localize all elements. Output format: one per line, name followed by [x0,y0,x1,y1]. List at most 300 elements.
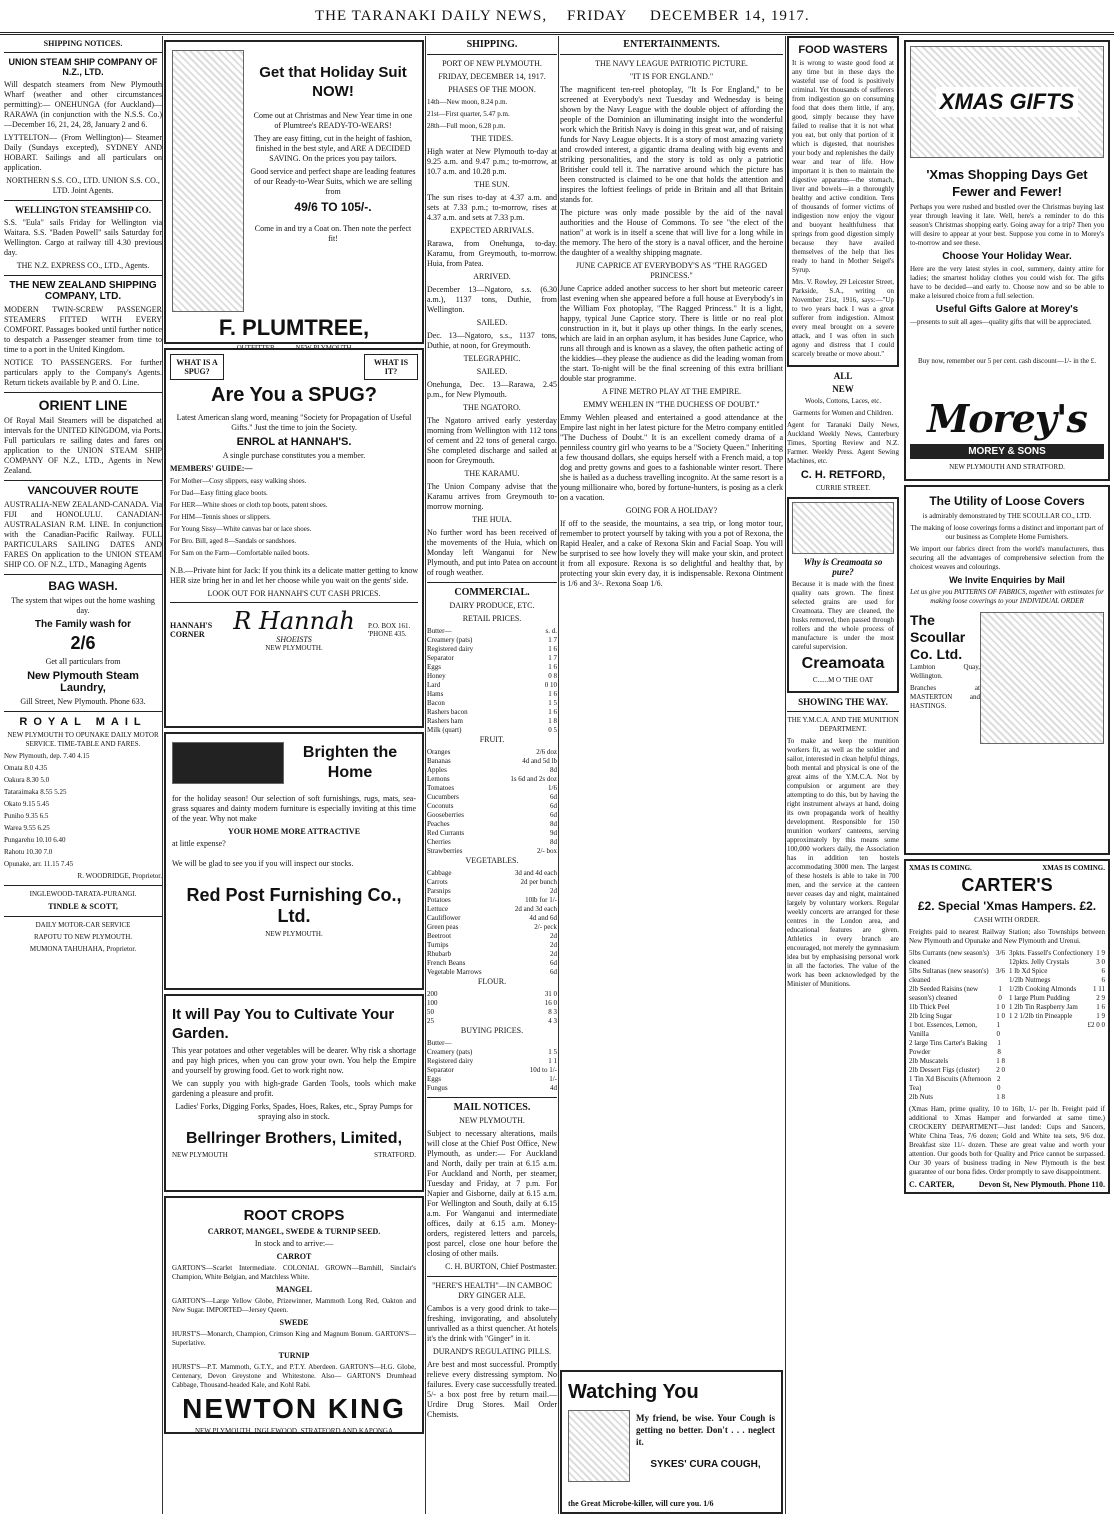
list-item: Puniho 9.35 6.5 [4,812,49,820]
row-value: 0 8 [548,672,557,680]
article-text: Are best and most successful. Promptly relieve every distressing symptom. No failures. Every case successfully treated. 5/- a box post free by return mail.— Urdire Drug Stores. Mail Order Chemists. [427,1360,557,1419]
ad-text: Wools, Cottons, Laces, etc. [804,397,882,405]
brand-name: Creamoata [801,655,885,672]
ad-subhead: CARROT, MANGEL, SWEDE & TURNIP SEED. [207,1227,381,1236]
subhead: THE KARAMU. [464,469,520,478]
masthead-date: DECEMBER 14, 1917. [650,8,810,24]
section-title: SHIPPING. [466,39,518,50]
notice-text: NEW PLYMOUTH TO OPUNAKE DAILY MOTOR SERVICE. TIME-TABLE AND FARES. [7,731,159,748]
article-text: Emmy Wehlen pleased and entertained a good attendance at the Empire last night in her latest picture for the Metro company entitled "The Duchess of Doubt." It is an excellent comedy drama of a penniless country girl who yearns to be a "Society Queen." Inheriting a few thousand dollars, she equips herself with a French maid, a top dog and pretty gowns and goes to a fashionable winter resort. There she is hailed as a duchess travelling incognito. At the same resort is a young millionaire who, bored by fortune-hunters, is posing as a clerk on a vacation. [560,413,783,502]
subhead: NEW PLYMOUTH. [459,1116,525,1125]
table-row [427,784,557,793]
row-label: Lard [427,681,441,689]
heading: ROYAL MAIL [19,716,147,728]
row-label: Cauliflower [427,914,461,922]
table-row [427,793,557,802]
advertiser-name: NEWTON KING [182,1393,406,1424]
row-value: 4d and 5d lb [522,757,557,765]
ad-text: P.O. BOX 161. 'PHONE 435. [368,621,411,638]
ad-text: Agent for Taranaki Daily News, Auckland Weekly News, Canterbury Times, Sporting Review and N.Z. Farmer. Weekly Press. Agent Sewing Machines, etc. [787,421,899,465]
list-item: Tataraimaka 8.55 5.25 [4,788,67,796]
article-text: No further word has been received of the movements of the Huia, which on Monday left Wanganui for New Plymouth, and put into Patea on account of rough weather. [427,528,557,577]
moreys-ad [904,40,1110,481]
row-label: Red Currants [427,829,465,837]
row-label: Honey [427,672,446,680]
sykes-ad [560,1370,783,1514]
ad-text: Freights paid to nearest Railway Station; also Townships between New Plymouth and Opunake and New Plymouth and Urenui. [909,928,1105,945]
row-label: 2lb Dessert Figs (cluster) [909,1066,980,1074]
ad-text: LOOK OUT FOR HANNAH'S CUT CASH PRICES. [207,589,381,598]
row-label: 200 [427,990,438,998]
row-value: £2 0 0 [1087,1021,1105,1029]
row-value: 2 9 [1096,994,1105,1002]
list-item: For HER—White shoes or cloth top boots, patent shoes. [170,501,328,509]
table-row [427,829,557,838]
notice-text: R. WOODRIDGE, Proprietor. [77,872,162,880]
row-value: 2d [550,887,557,895]
ad-headline: Are You a SPUG? [211,384,377,406]
row-label: 1/2lb Cooking Almonds [1009,985,1077,993]
ad-text: WHAT IS A SPUG? [170,354,224,380]
row-value: 2d per bunch [520,878,557,886]
row-value: 16 0 [544,999,557,1007]
table-row [1009,958,1105,967]
ad-text: Because it is made with the finest quality oats grown. The finest selected grains are used for Creamoata. They are cleaned, the husks removed, then passed through rollers and the whole process of manufacture is under the most careful supervision. [792,580,894,651]
row-value: 6 [1101,976,1105,984]
row-label: Hams [427,690,444,698]
row-label: Bacon [427,699,445,707]
row-value: 6d [550,802,557,810]
row-value: 1 0 [996,1003,1005,1011]
ad-text: Let us give you PATTERNS OF FABRICS, together with estimates for making loose coverings to your INDIVIDUAL ORDER [910,588,1104,605]
row-value: 6d [550,959,557,967]
table-row [1009,1021,1105,1030]
table-row [427,645,557,654]
table-row [427,990,557,999]
carter-ad [904,859,1110,1194]
row-label: Vegetable Marrows [427,968,482,976]
row-value: 1 8 [548,717,557,725]
table-row [909,1093,1005,1102]
table-row [427,1057,557,1066]
article-text: Rarawa, from Onehunga, to-day. Karamu, from Greymouth, to-morrow. Huia, from Patea. [427,239,557,268]
row-value: 1 6 [548,663,557,671]
subhead: TELEGRAPHIC. [463,354,521,363]
article-text: The magnificent ten-reel photoplay, "It Is For England," to be screened at Everybody's next Tuesday and Wednesday is being shown by the Navy League with the double object of affording the people of the Dominion an illuminating insight into the wonderful work which the British Navy is doing in this great war, and of raising funds for Navy League objects. It is a story of most amazing variety and crowded interest, a gigantic drama dealing with big events and striking personalities, and the story is told as only a patriotic Britisher could tell it. The narrative around which the picture has been constructed is claimed to be one that holds the attention and inspires the loftiest feelings of pride in Britain and all that Britain stands for. [560,85,783,204]
notice-text: Of Royal Mail Steamers will be dispatched at intervals for the UNITED KINGDOM, via Ports. Full particulars re sailing dates and fares on application to the UNION STEAM SHIP COMPANY OF N.Z., LTD., Agents in New Zealand. [4,416,162,475]
row-value: 9d [550,829,557,837]
ad-headline: The Utility of Loose Covers [929,494,1085,508]
masthead-day: FRIDAY [567,8,628,24]
price-table [427,990,557,1026]
table-row [909,1021,1005,1039]
table-row [909,1066,1005,1075]
row-value: 4d and 6d [529,914,557,922]
subhead: THE TIDES. [470,134,514,143]
row-value: 8d [550,820,557,828]
row-value: 3d and 4d each [514,869,557,877]
row-value: 8 3 [548,1008,557,1016]
article-text: Subject to necessary alterations, mails will close at the Chief Post Office, New Plymouth, as under:— For Auckland and North, daily per train at 6.15 a.m. For Auckland and North, per steamer, Tuesday and Friday, at 7 p.m. For Napier and Gisborne, daily at 6.15 a.m. For Wellington and South, daily at 6.15 a.m. For Wanganui and intermediate offices, daily at 6.15 a.m. Money-orders, registered letters and parcels, post parcel, close one hour before the closing of other mails. [427,1129,557,1258]
ad-subhead: ENROL at HANNAH'S. [236,436,352,448]
table-row [909,1012,1005,1021]
ad-text: CASH WITH ORDER. [974,916,1040,924]
newton-king-ad [164,1196,424,1434]
row-value: 6d [550,811,557,819]
ad-text: NEW PLYMOUTH [172,1151,228,1159]
decorative-banner [172,742,284,784]
ad-text: Perhaps you were rushed and bustled over the Christmas buying last year through leaving it late. Well, here's a reminder to do this season's Christmas shopping early. Going away for a trip? Then you will desire to appear at your best. Suppose you come in to Morey's to-morrow and see these. [910,203,1104,247]
hamper-list [1009,949,1105,1102]
advertiser-name: C. H. RETFORD, [800,469,886,481]
ad-text: STRATFORD. [374,1151,416,1159]
heading: New Plymouth Steam Laundry, [27,670,139,694]
subhead: THE NAVY LEAGUE PATRIOTIC PICTURE. [595,59,748,68]
ad-text: SHOEISTS [276,635,312,644]
ad-price: 49/6 TO 105/-. [294,200,372,214]
price-table [427,869,557,977]
row-value: 1 0 [996,1012,1005,1020]
girl-illustration [792,502,894,554]
row-label: 2 large Tins Carter's Baking Powder [909,1039,988,1056]
subhead: THE NGATORO. [463,403,521,412]
ad-text: Garments for Women and Children. [792,409,894,417]
row-label: Potatoes [427,896,451,904]
row-value: 1 0 [996,1021,1000,1038]
row-value: 1/6 [548,784,557,792]
row-value: 2d [550,941,557,949]
row-value: 2 0 [996,1066,1005,1074]
subhead: GOING FOR A HOLIDAY? [625,506,718,515]
row-label: 1 bot. Essences, Lemon, Vanilla [909,1021,978,1038]
row-value: 0 10 [544,681,557,689]
man-in-suit-illustration [172,50,244,312]
subhead: A FINE METRO PLAY AT THE EMPIRE. [602,387,741,396]
heading: VANCOUVER ROUTE [27,485,139,497]
column-food-wasters [787,36,899,1514]
hannah-ad [164,348,424,728]
ad-text: Latest American slang word, meaning "Society for Propagation of Useful Gifts." Just the time to join the Society. [176,413,412,432]
row-label: 2lb Seeded Raisins (new season's) cleaned [909,985,979,1002]
ad-text: We can supply you with high-grade Garden Tools, tools which make gardening a pleasure and profit. [172,1079,416,1098]
table-row [427,757,557,766]
row-value: 2d [550,932,557,940]
table-row [1009,967,1105,976]
article-text: December 13—Ngatoro, s.s. (6.30 a.m.), 1137 tons, Duthie, from Wellington. [427,285,557,314]
advertiser-name: SYKES' CURA COUGH, [650,1459,761,1470]
policeman-illustration [568,1410,630,1482]
article-text: C. H. BURTON, Chief Postmaster. [445,1262,557,1271]
table-row [427,1008,557,1017]
row-value: 4d [550,1084,557,1092]
row-label: Peaches [427,820,450,828]
row-value: 1 11 [1093,985,1105,993]
row-value: 3/6 [996,949,1005,957]
moreys-logo: Morey's [927,396,1087,441]
row-value: 6d [550,968,557,976]
xmas-gifts-banner [910,46,1104,158]
row-label: Lettuce [427,905,448,913]
ad-text: We will be glad to see you if you will inspect our stocks. [172,859,354,868]
row-label: Cherries [427,838,451,846]
table-row [909,1057,1005,1066]
notice-text: MODERN TWIN-SCREW PASSENGER STEAMERS FITTED WITH EVERY COMFORT. Passages booked until further notice to despatch a Passenger steamer from time to time to a port in the United Kingdom. [4,305,162,354]
article-text: High water at New Plymouth to-day at 9.25 a.m. and 9.47 p.m.; to-morrow, at 10.7 a.m. and 10.28 p.m. [427,147,557,176]
subhead: FLOUR. [477,977,507,986]
notice-text: RAPOTU TO NEW PLYMOUTH. [33,933,133,941]
price-table [427,627,557,735]
table-row [427,1075,557,1084]
column-advertisements [164,36,424,1514]
table-row [427,887,557,896]
table-row [909,1039,1005,1057]
row-value: 2/6 doz [536,748,557,756]
ad-text: the Great Microbe-killer, will cure you. 1/6 [568,1499,714,1508]
article-text: The Union Company advise that the Karamu arrives from Greymouth to-morrow morning. [427,482,557,511]
row-label: Separator [427,1066,454,1074]
notice-text: TINDLE & SCOTT, [48,902,118,911]
row-label: Beetroot [427,932,452,940]
list-item: For HIM—Tennis shoes or slippers. [170,513,271,521]
ad-text: Come in and try a Coat on. Then note the perfect fit! [254,224,412,243]
hamper-list [909,949,1005,1102]
notice-text: THE N.Z. EXPRESS CO., LTD., Agents. [16,261,150,270]
row-value: s. d. [545,627,557,635]
row-value: 1 9 [1096,1012,1105,1020]
section-title: MAIL NOTICES. [453,1102,531,1113]
table-row [427,999,557,1008]
table-row [427,654,557,663]
notice-text: NORTHERN S.S. CO., LTD. UNION S.S. CO., LTD. Joint Agents. [6,176,160,195]
subhead: DURAND'S REGULATING PILLS. [432,1347,552,1356]
ad-headline: Brighten the Home [302,744,398,781]
ad-headline: Why is Creamoata so pure? [803,557,883,577]
section-title: SHIPPING NOTICES. [43,39,123,48]
ad-subhead: TURNIP [278,1351,310,1360]
row-value: 1 5 [548,699,557,707]
hannah-logo: R Hannah [233,607,355,635]
heading: UNION STEAM SHIP COMPANY OF N.Z., LTD. [8,57,158,77]
subhead: SAILED. [476,318,508,327]
table-row [427,1039,557,1048]
row-value: 2d and 3d each [514,905,557,913]
price: 2/6 [70,633,96,653]
advertiser-name: Bellringer Brothers, Limited, [185,1130,403,1147]
subhead: THE SUN. [474,180,510,189]
list-item: Rahotu 10.30 7.0 [4,848,53,856]
ad-text: This year potatoes and other vegetables will be dearer. Why risk a shortage and pay high prices, when you can grow your own. You help the Empire and yourself by growing food. Get to work right now. [172,1046,416,1075]
table-row [427,914,557,923]
row-label: 12pkts. Jelly Crystals [1009,958,1070,966]
moon-phases [427,98,557,131]
list-item: Warea 9.55 6.25 [4,824,50,832]
list-item: Omata 8.0 4.35 [4,764,48,772]
table-row [427,838,557,847]
subhead: RETAIL PRICES. [462,614,522,623]
subhead: "HERE'S HEALTH"—IN CAMBOC DRY GINGER ALE. [432,1281,552,1300]
row-value: 0 5 [548,726,557,734]
advertiser-name: The Scoullar Co. Ltd. [910,612,966,662]
ad-text: GARTON'S—Large Yellow Globe, Prizewinner, Mammoth Long Red, Oakton and New Sugar. IMPORTED—Jersey Queen. [172,1297,416,1314]
list-item: New Plymouth, dep. 7.40 4.15 [4,752,90,760]
row-value: 6 [1101,967,1105,975]
row-label: 3pkts. Fassell's Confectionery [1009,949,1093,957]
table-row [909,985,1005,1003]
ad-text: is admirably demonstrated by THE SCOULLAR CO., LTD. [922,512,1092,520]
ad-headline: £2. Special 'Xmas Hampers. £2. [917,899,1097,913]
row-value: 3/6 [996,967,1005,975]
heading: THE NEW ZEALAND SHIPPING COMPANY, LTD. [9,280,157,302]
notice-text: MUMONA TAHUHAHA, Proprietor. [29,945,137,953]
price-table [427,1039,557,1093]
table-row [427,775,557,784]
row-label: 1 lb Xd Spice [1009,967,1048,975]
list-item: 28th—Full moon, 6.28 p.m. [427,122,506,130]
notice-text: NOTICE TO PASSENGERS. For further particulars apply to the Company's Agents. Return tickets available by P. and O. Line. [4,358,162,387]
ad-text: Lambton Quay, Wellington. [910,663,980,680]
row-label: 50 [427,1008,434,1016]
article-text: If off to the seaside, the mountains, a sea trip, or long motor tour, remember to protect yourself by taking with you a pot of Rexona, the Rapid Healer, and a cake of Rexona Skin and Facial Soap. You will be surprised to see how lovely they will make your skin, and protect it from all exposure. Rexona is so delightful and healthy that, by protecting your skin every day, it is indispensable. Rexona Ointment is 1/6 and 3/-. Rexona Soap 1/6. [560,519,783,588]
list-item: For Sam on the Farm—Comfortable nailed boots. [170,549,310,557]
notice-text: AUSTRALIA-NEW ZEALAND-CANADA. Via FIJI and HONOLULU. CANADIAN-AUSTRALASIAN R.M. LINE. In conjunction with the Canadian-Pacific Railway. FULL PARTICULARS SAILING DATES AND FARES On application to the UNION STEAM SHIP CO. OF N.Z., LTD., Managing Agents [4,500,162,569]
row-label: Strawberries [427,847,463,855]
ad-text: Ladies' Forks, Digging Forks, Spades, Hoes, Rakes, etc., Spray Pumps for spraying also in stock. [175,1102,413,1121]
armchair-illustration [980,612,1104,744]
row-label: Bananas [427,757,451,765]
list-item: Pungarehu 10.10 6.40 [4,836,66,844]
row-label: 25 [427,1017,434,1025]
advertiser-name: F. PLUMTREE, [218,315,370,340]
food-wasters-ad [787,36,899,367]
article-text: The sun rises to-day at 4.37 a.m. and sets at 7.33 p.m.; to-morrow, rises at 4.37 a.m. and sets at 7.33 p.m. [427,193,557,222]
table-row [427,627,557,636]
ad-text: Devon St, New Plymouth. Phone 110. [978,1180,1105,1189]
heading: ALL [833,371,853,381]
notice-text: Gill Street, New Plymouth. Phone 633. [20,697,146,706]
table-row [427,932,557,941]
row-value: 1 7 [548,636,557,644]
table-row [427,923,557,932]
table-row [1009,976,1105,985]
heading: WELLINGTON STEAMSHIP CO. [14,205,152,215]
article-text: The Ngatoro arrived early yesterday morning from Wellington with 112 tons of cement and 22 tons of general cargo. She completed discharge and sailed at noon for Greymouth. [427,416,557,465]
row-label: 1 large Plum Pudding [1009,994,1070,1002]
table-row [1009,1012,1105,1021]
row-label: Gooseberries [427,811,464,819]
row-label: 5lbs Currants (new season's) cleaned [909,949,989,966]
table-row [427,672,557,681]
ad-text: OUTFITTER .......... NEW PLYMOUTH [236,344,352,352]
list-item: 21st—First quarter, 5.47 p.m. [427,110,510,118]
list-item: For Bro. Bill, aged 8—Sandals or sandshoes. [170,537,297,545]
table-row [427,896,557,905]
table-row [427,766,557,775]
row-value: 1 8 [996,1057,1005,1065]
ad-subhead: Choose Your Holiday Wear. [942,251,1072,262]
row-label: Rashers bacon [427,708,468,716]
column-entertainments [560,36,783,1514]
table-row [427,802,557,811]
ad-text: NEW PLYMOUTH, INGLEWOOD, STRATFORD AND KAPONGA [194,1427,394,1435]
list-item: For Young Sissy—White canvas bar or lace shoes. [170,525,312,533]
row-value: 8d [550,766,557,774]
row-value: 1 8 [997,1039,1001,1056]
subhead: THE HUIA. [472,515,512,524]
row-label: Separator [427,654,454,662]
table-row [1009,985,1105,994]
notice-text: INGLEWOOD-TARATA-PURANGI. [29,890,137,898]
table-row [427,748,557,757]
row-label: Turnips [427,941,449,949]
list-item: For Dad—Easy fitting glace boots. [170,489,268,497]
row-value: 2d [550,950,557,958]
row-value: 31 0 [544,990,557,998]
table-row [909,1003,1005,1012]
row-label: 2lb Muscatels [909,1057,949,1065]
row-label: Eggs [427,1075,441,1083]
row-value: 1 7 [548,654,557,662]
ad-text: NEW PLYMOUTH. [265,644,323,652]
row-value: 1 6 [548,708,557,716]
ad-text: at little expense? [172,839,226,848]
row-label: Registered dairy [427,645,474,653]
ad-text: HANNAH'S CORNER [170,620,213,639]
plumtree-ad [164,40,424,352]
row-label: Cabbage [427,869,452,877]
table-row [427,663,557,672]
red-post-ad [164,732,424,990]
row-label: Registered dairy [427,1057,474,1065]
row-value: 1 1 [548,1057,557,1065]
row-label: Creamery (pats) [427,636,473,644]
ad-text: It is wrong to waste good food at any time but in these days the wasteful use of food is positively criminal. Yet thousands of sufferers from indigestion go on consuming food that does them little, if any, good, simply because they have failed to realise that it is not what you eat, but only that portion of it which is digested, that nourishes your body and replenishes the daily wear and tear of life. How important it is then to maintain the digestive apparatus—the stomach, liver and bowels—in a thoroughly healthy and active condition. Tens of thousands of former victims of indigestion now enjoy the vigour and buoyant healthfulness that springs from good digestion simply because they have availed themselves of the help that lies ready to hand in Mother Seigel's Syrup. [792,59,894,274]
table-row [427,847,557,856]
ad-text: My friend, be wise. Your Cough is getting no better. Don't . . . neglect it. [636,1413,775,1447]
table-row [427,1048,557,1057]
row-label: Eggs [427,663,441,671]
ad-text: CURRIE STREET. [815,484,871,492]
article-text: Cambos is a very good drink to take—freshing, invigorating, and absolutely unrivalled as a thirst quencher. At hotels it's the drink with "Ginger" in it. [427,1304,557,1343]
row-label: Creamery (pats) [427,1048,473,1056]
table-row [427,726,557,735]
ad-text: MEMBERS' GUIDE:— [170,464,253,473]
section-title: ENTERTAINMENTS. [623,39,720,50]
row-label: Tomatoes [427,784,455,792]
subhead: PHASES OF THE MOON. [448,85,536,94]
advertiser-name: CARTER'S [961,875,1053,895]
notice-text: The system that wipes out the home washing day. [11,596,155,615]
table-row [427,820,557,829]
ad-text: Buy now, remember our 5 per cent. cash discount—1/- in the £. [917,357,1096,365]
row-label: 1 2 1/2lb tin Pineapple [1009,1012,1073,1020]
price-table [427,748,557,856]
ad-text: Branches at MASTERTON and HASTINGS. [910,684,980,710]
row-label: 2lb Nuts [909,1093,933,1101]
table-row [427,878,557,887]
ad-text: WHAT IS IT? [364,354,418,380]
subhead: VEGETABLES. [465,856,519,865]
row-label: Lemons [427,775,450,783]
table-row [909,967,1005,985]
ad-text: for the holiday season! Our selection of soft furnishings, rugs, mats, sea-grass squares and dainty modern furniture is especially inviting at this time of the year. Why not make [172,794,416,823]
article-text: The picture was only made possible by the aid of the naval authorities and the House of Commons. To see "the elect of the nation" at work is in itself a scene that will live for a long while in the memory. The hero of the story is a naval officer, and the heroine the daughter of a wealthy shipping magnate. [560,208,783,257]
article-text: June Caprice added another success to her short but meteoric career last evening when she appeared before a full house at Everybody's in the William Fox photoplay, "The Ragged Princess." It is a light, happy, typical June Caprice story. There is little or no real plot construction in it, but it plays up other things. In the early scenes, which are laid in an orphan asylum, it has besides June Caprice, who runs all through and is known as a slavey, the often pathetic acting of the kiddies—they please the audience as did the leading woman from the start. To-night will be the final screening of this extra brilliant double star programme. [560,284,783,383]
ad-text: Good service and perfect shape are leading features of our Ready-to-Wear Suits, which we are selling from [250,167,416,196]
table-row [427,950,557,959]
row-value: 1 5 [548,1048,557,1056]
subhead: PORT OF NEW PLYMOUTH. [442,59,542,68]
ad-text: GARTON'S—Scarlet Intermediate. COLONIAL GROWN—Barnhill, Sinclair's Champion, White Belgian, and Matchless White. [172,1264,416,1281]
